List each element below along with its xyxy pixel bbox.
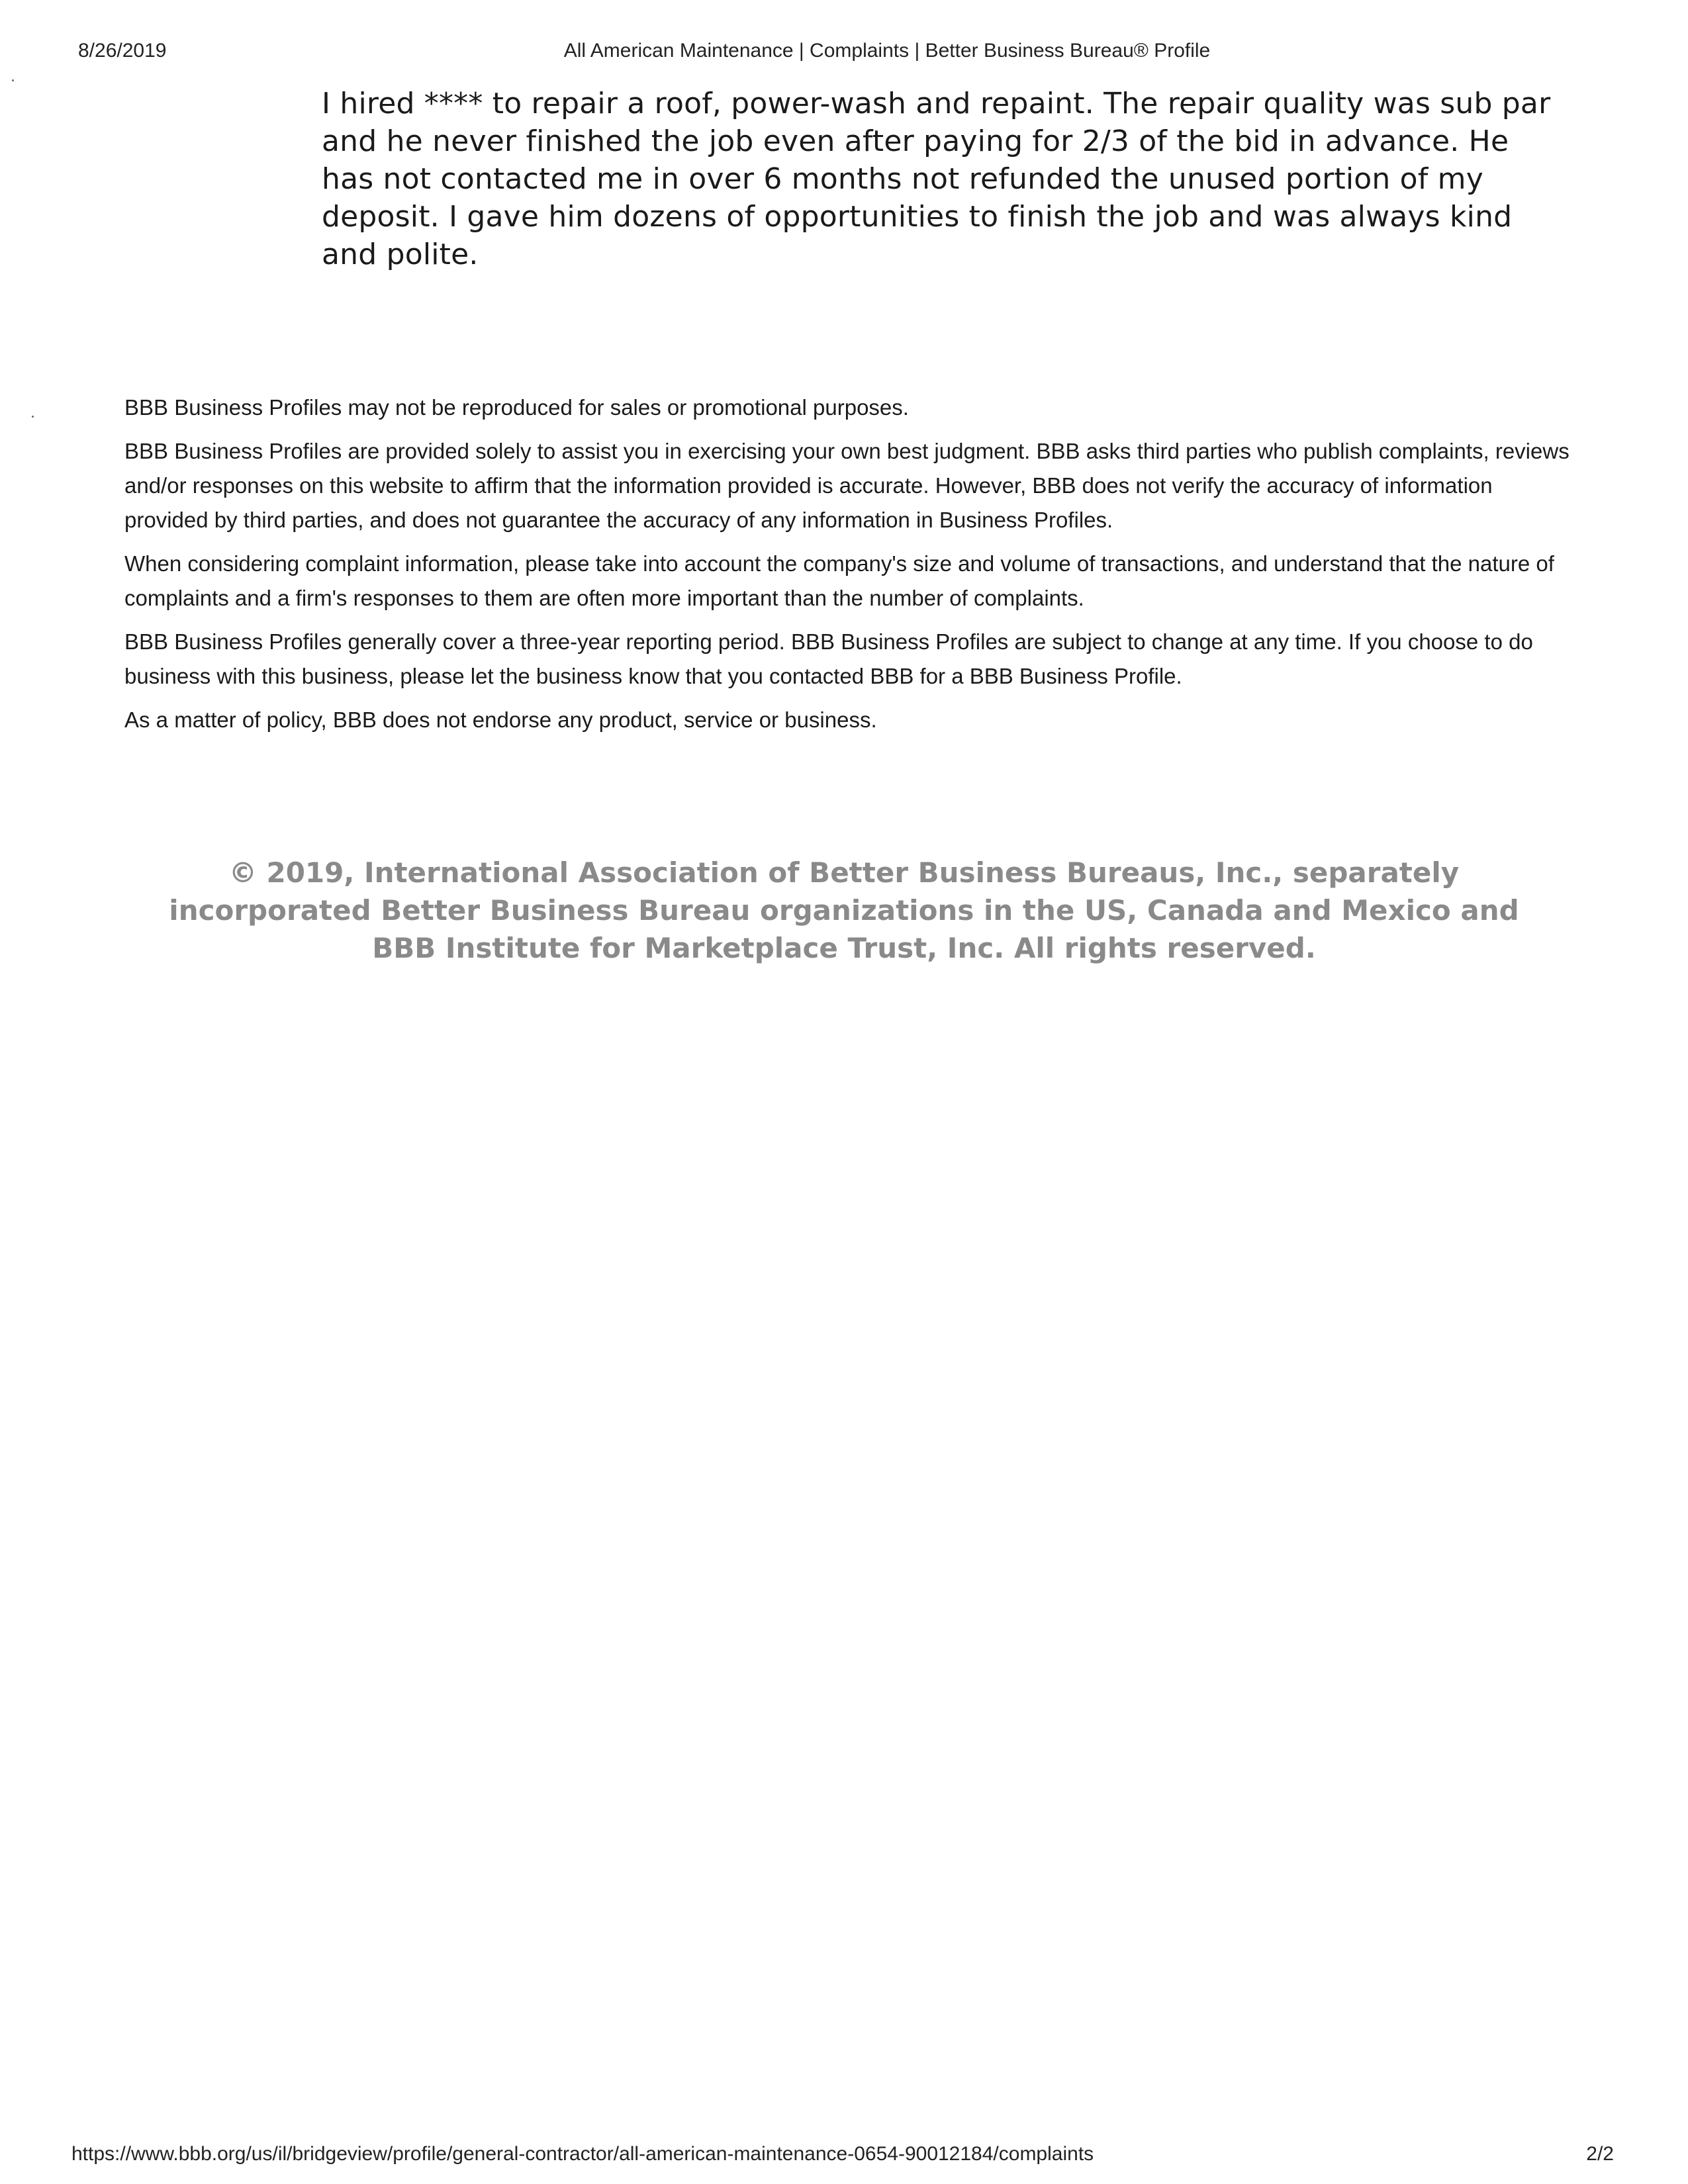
scan-speck [32, 416, 34, 418]
disclaimer-paragraph: As a matter of policy, BBB does not endorse any product, service or business. [124, 707, 877, 732]
print-footer-url: https://www.bbb.org/us/il/bridgeview/profile/general-contractor/all-american-maintenance-0654-90012184/complaints [71, 2143, 1094, 2165]
complaint-text: I hired **** to repair a roof, power-wash and repaint. The repair quality was sub par and he never finished the job even after paying for 2/3 of the bid in advance. He has not contacted me in over 6 months not refunded the unused portion of my deposit. I gave him dozens of opportunities to finish the job and was always kind and polite. [322, 87, 1551, 271]
print-footer-page-number: 2/2 [1586, 2143, 1614, 2165]
print-header-title: All American Maintenance | Complaints | Better Business Bureau® Profile [563, 40, 1211, 62]
disclaimer-paragraph: BBB Business Profiles may not be reproduced for sales or promotional purposes. [124, 395, 909, 420]
copyright-notice: © 2019, International Association of Better Business Bureaus, Inc., separately incorporated Better Business Bureau organizations in the US, Canada and Mexico and BBB Institute for Marketplace Trust, Inc. All rights reserved. [169, 856, 1519, 964]
disclaimer-paragraph: BBB Business Profiles generally cover a three-year reporting period. BBB Business Profiles are subject to change at any time. If you choose to do business with this business, please let the business know that you contacted BBB for a BBB Business Profile. [124, 629, 1533, 688]
disclaimer [124, 390, 1581, 747]
disclaimer-paragraph: BBB Business Profiles are provided solely to assist you in exercising your own best judgment. BBB asks third parties who publish complaints, reviews and/or responses on this website to affirm that the information provided is accurate. However, BBB does not verify the accuracy of information provided by third parties, and does not guarantee the accuracy of any information in Business Profiles. [124, 439, 1570, 532]
disclaimer-paragraph: When considering complaint information, please take into account the company's size and volume of transactions, and understand that the nature of complaints and a firm's responses to them are often more important than the number of complaints. [124, 551, 1554, 610]
scan-speck [12, 79, 14, 81]
print-header-date: 8/26/2019 [78, 40, 167, 62]
